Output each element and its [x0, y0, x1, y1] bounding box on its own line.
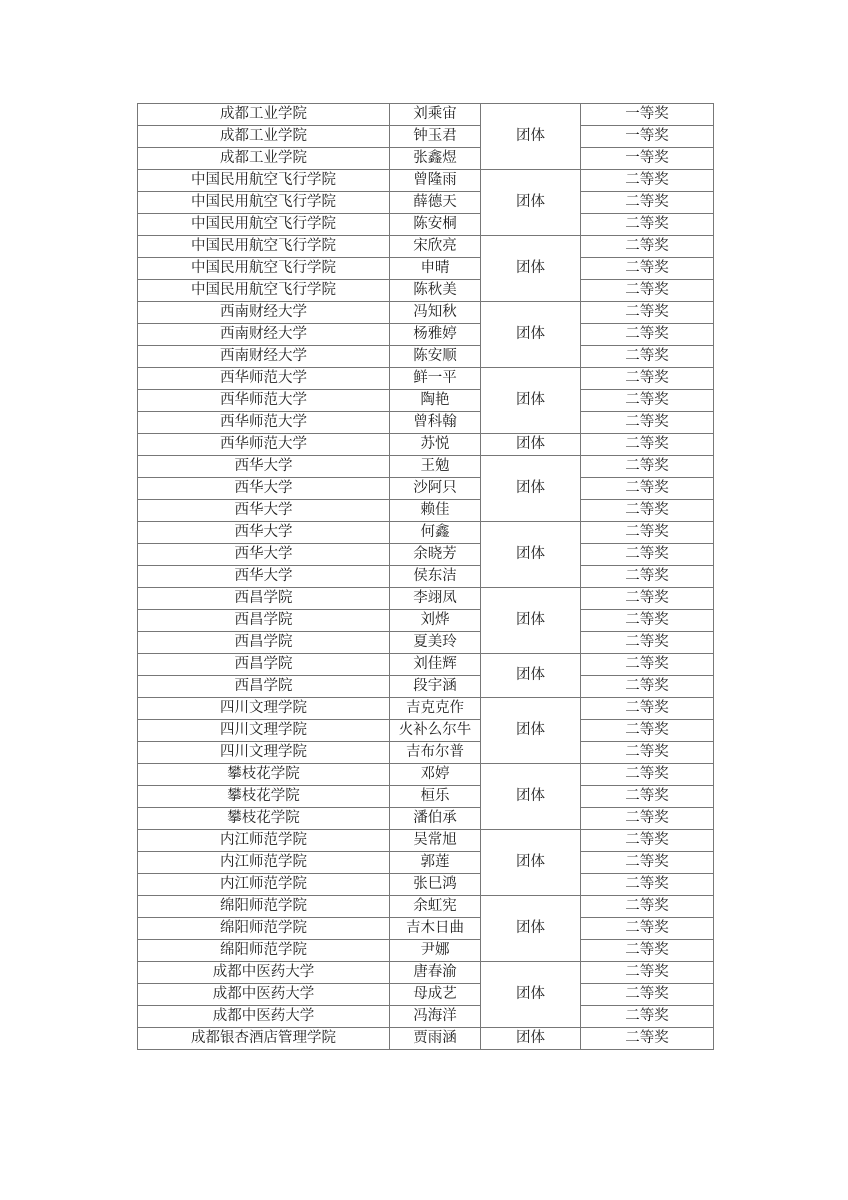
college-cell: 绵阳师范学院 — [138, 940, 390, 962]
award-cell: 二等奖 — [581, 522, 714, 544]
award-cell: 二等奖 — [581, 412, 714, 434]
table-row — [138, 698, 714, 720]
table-row — [138, 478, 714, 500]
table-row — [138, 522, 714, 544]
student-name-cell: 陈秋美 — [390, 280, 481, 302]
table-row — [138, 544, 714, 566]
award-cell: 二等奖 — [581, 676, 714, 698]
award-cell: 二等奖 — [581, 698, 714, 720]
award-cell: 二等奖 — [581, 456, 714, 478]
college-cell: 攀枝花学院 — [138, 786, 390, 808]
table-row — [138, 126, 714, 148]
college-cell: 西昌学院 — [138, 676, 390, 698]
table-row — [138, 654, 714, 676]
college-cell: 西华师范大学 — [138, 434, 390, 456]
student-name-cell: 冯海洋 — [390, 1006, 481, 1028]
student-name-cell: 火补么尔牛 — [390, 720, 481, 742]
student-name-cell: 陈安顺 — [390, 346, 481, 368]
student-name-cell: 吉木日曲 — [390, 918, 481, 940]
student-name-cell: 邓婷 — [390, 764, 481, 786]
college-cell: 西华师范大学 — [138, 412, 390, 434]
college-cell: 内江师范学院 — [138, 874, 390, 896]
group-type-cell: 团体 — [481, 896, 581, 962]
student-name-cell: 唐春渝 — [390, 962, 481, 984]
student-name-cell: 吴常旭 — [390, 830, 481, 852]
table-row — [138, 852, 714, 874]
award-cell: 二等奖 — [581, 654, 714, 676]
college-cell: 中国民用航空飞行学院 — [138, 192, 390, 214]
college-cell: 内江师范学院 — [138, 852, 390, 874]
award-table — [137, 103, 714, 1050]
student-name-cell: 钟玉君 — [390, 126, 481, 148]
college-cell: 西华师范大学 — [138, 368, 390, 390]
student-name-cell: 曾隆雨 — [390, 170, 481, 192]
table-row — [138, 456, 714, 478]
award-cell: 二等奖 — [581, 808, 714, 830]
award-cell: 二等奖 — [581, 236, 714, 258]
award-cell: 二等奖 — [581, 500, 714, 522]
award-cell: 二等奖 — [581, 280, 714, 302]
award-cell: 二等奖 — [581, 610, 714, 632]
college-cell: 攀枝花学院 — [138, 808, 390, 830]
student-name-cell: 段宇涵 — [390, 676, 481, 698]
table-row — [138, 302, 714, 324]
table-row — [138, 192, 714, 214]
college-cell: 成都中医药大学 — [138, 984, 390, 1006]
student-name-cell: 薛德天 — [390, 192, 481, 214]
table-row — [138, 830, 714, 852]
award-cell: 二等奖 — [581, 830, 714, 852]
student-name-cell: 夏美玲 — [390, 632, 481, 654]
table-row — [138, 236, 714, 258]
student-name-cell: 曾科翰 — [390, 412, 481, 434]
group-type-cell: 团体 — [481, 104, 581, 170]
table-row — [138, 742, 714, 764]
group-type-cell: 团体 — [481, 1028, 581, 1050]
student-name-cell: 母成艺 — [390, 984, 481, 1006]
college-cell: 西华大学 — [138, 456, 390, 478]
table-row — [138, 874, 714, 896]
student-name-cell: 陈安桐 — [390, 214, 481, 236]
table-row — [138, 632, 714, 654]
group-type-cell: 团体 — [481, 654, 581, 698]
college-cell: 成都中医药大学 — [138, 962, 390, 984]
table-row — [138, 390, 714, 412]
table-row — [138, 214, 714, 236]
student-name-cell: 沙阿只 — [390, 478, 481, 500]
table-row — [138, 610, 714, 632]
group-type-cell: 团体 — [481, 698, 581, 764]
award-cell: 二等奖 — [581, 258, 714, 280]
college-cell: 西南财经大学 — [138, 302, 390, 324]
award-cell: 二等奖 — [581, 874, 714, 896]
student-name-cell: 桓乐 — [390, 786, 481, 808]
student-name-cell: 潘伯承 — [390, 808, 481, 830]
table-row — [138, 588, 714, 610]
college-cell: 西昌学院 — [138, 632, 390, 654]
award-cell: 二等奖 — [581, 478, 714, 500]
award-cell: 二等奖 — [581, 720, 714, 742]
college-cell: 成都银杏酒店管理学院 — [138, 1028, 390, 1050]
table-row — [138, 280, 714, 302]
table-row — [138, 566, 714, 588]
table-row — [138, 324, 714, 346]
award-cell: 二等奖 — [581, 214, 714, 236]
table-row — [138, 940, 714, 962]
table-row — [138, 368, 714, 390]
table-row — [138, 984, 714, 1006]
table-row — [138, 500, 714, 522]
award-cell: 二等奖 — [581, 764, 714, 786]
student-name-cell: 刘佳辉 — [390, 654, 481, 676]
group-type-cell: 团体 — [481, 830, 581, 896]
group-type-cell: 团体 — [481, 522, 581, 588]
award-cell: 二等奖 — [581, 324, 714, 346]
table-row — [138, 1028, 714, 1050]
student-name-cell: 苏悦 — [390, 434, 481, 456]
student-name-cell: 刘乘宙 — [390, 104, 481, 126]
student-name-cell: 赖佳 — [390, 500, 481, 522]
college-cell: 西华大学 — [138, 478, 390, 500]
student-name-cell: 何鑫 — [390, 522, 481, 544]
award-cell: 二等奖 — [581, 742, 714, 764]
college-cell: 内江师范学院 — [138, 830, 390, 852]
student-name-cell: 张鑫煜 — [390, 148, 481, 170]
student-name-cell: 申晴 — [390, 258, 481, 280]
award-cell: 二等奖 — [581, 632, 714, 654]
college-cell: 绵阳师范学院 — [138, 896, 390, 918]
college-cell: 中国民用航空飞行学院 — [138, 258, 390, 280]
table-row — [138, 896, 714, 918]
college-cell: 成都工业学院 — [138, 126, 390, 148]
award-cell: 二等奖 — [581, 1006, 714, 1028]
group-type-cell: 团体 — [481, 170, 581, 236]
table-row — [138, 148, 714, 170]
college-cell: 西华师范大学 — [138, 390, 390, 412]
award-cell: 二等奖 — [581, 896, 714, 918]
award-cell: 二等奖 — [581, 544, 714, 566]
table-row — [138, 434, 714, 456]
college-cell: 西昌学院 — [138, 654, 390, 676]
award-cell: 一等奖 — [581, 126, 714, 148]
college-cell: 西华大学 — [138, 522, 390, 544]
college-cell: 中国民用航空飞行学院 — [138, 170, 390, 192]
student-name-cell: 郭莲 — [390, 852, 481, 874]
college-cell: 西华大学 — [138, 566, 390, 588]
award-cell: 二等奖 — [581, 918, 714, 940]
student-name-cell: 冯知秋 — [390, 302, 481, 324]
award-cell: 二等奖 — [581, 588, 714, 610]
college-cell: 四川文理学院 — [138, 720, 390, 742]
college-cell: 西华大学 — [138, 500, 390, 522]
student-name-cell: 吉克克作 — [390, 698, 481, 720]
award-cell: 二等奖 — [581, 346, 714, 368]
table-row — [138, 258, 714, 280]
student-name-cell: 侯东洁 — [390, 566, 481, 588]
table-row — [138, 346, 714, 368]
college-cell: 中国民用航空飞行学院 — [138, 214, 390, 236]
award-cell: 二等奖 — [581, 368, 714, 390]
student-name-cell: 王勉 — [390, 456, 481, 478]
group-type-cell: 团体 — [481, 302, 581, 368]
table-row — [138, 962, 714, 984]
college-cell: 成都工业学院 — [138, 104, 390, 126]
student-name-cell: 吉布尔普 — [390, 742, 481, 764]
award-cell: 二等奖 — [581, 984, 714, 1006]
college-cell: 中国民用航空飞行学院 — [138, 280, 390, 302]
student-name-cell: 张巳鸿 — [390, 874, 481, 896]
table-row — [138, 676, 714, 698]
student-name-cell: 陶艳 — [390, 390, 481, 412]
group-type-cell: 团体 — [481, 368, 581, 434]
group-type-cell: 团体 — [481, 962, 581, 1028]
college-cell: 绵阳师范学院 — [138, 918, 390, 940]
student-name-cell: 杨雅婷 — [390, 324, 481, 346]
award-cell: 一等奖 — [581, 148, 714, 170]
group-type-cell: 团体 — [481, 764, 581, 830]
award-cell: 二等奖 — [581, 1028, 714, 1050]
award-cell: 二等奖 — [581, 170, 714, 192]
table-row — [138, 808, 714, 830]
award-cell: 二等奖 — [581, 434, 714, 456]
student-name-cell: 刘烨 — [390, 610, 481, 632]
award-cell: 二等奖 — [581, 940, 714, 962]
award-cell: 二等奖 — [581, 566, 714, 588]
college-cell: 西昌学院 — [138, 610, 390, 632]
student-name-cell: 余虹宪 — [390, 896, 481, 918]
student-name-cell: 李翊凤 — [390, 588, 481, 610]
student-name-cell: 鲜一平 — [390, 368, 481, 390]
award-cell: 二等奖 — [581, 852, 714, 874]
college-cell: 四川文理学院 — [138, 742, 390, 764]
college-cell: 攀枝花学院 — [138, 764, 390, 786]
college-cell: 西南财经大学 — [138, 324, 390, 346]
group-type-cell: 团体 — [481, 456, 581, 522]
group-type-cell: 团体 — [481, 434, 581, 456]
table-row — [138, 786, 714, 808]
college-cell: 西昌学院 — [138, 588, 390, 610]
college-cell: 西南财经大学 — [138, 346, 390, 368]
student-name-cell: 宋欣亮 — [390, 236, 481, 258]
award-cell: 一等奖 — [581, 104, 714, 126]
award-cell: 二等奖 — [581, 390, 714, 412]
award-cell: 二等奖 — [581, 192, 714, 214]
table-row — [138, 170, 714, 192]
award-cell: 二等奖 — [581, 786, 714, 808]
table-row — [138, 764, 714, 786]
award-table-body — [138, 104, 714, 1050]
student-name-cell: 尹娜 — [390, 940, 481, 962]
college-cell: 中国民用航空飞行学院 — [138, 236, 390, 258]
award-cell: 二等奖 — [581, 962, 714, 984]
table-row — [138, 412, 714, 434]
college-cell: 西华大学 — [138, 544, 390, 566]
table-row — [138, 720, 714, 742]
college-cell: 成都中医药大学 — [138, 1006, 390, 1028]
group-type-cell: 团体 — [481, 588, 581, 654]
award-cell: 二等奖 — [581, 302, 714, 324]
college-cell: 成都工业学院 — [138, 148, 390, 170]
group-type-cell: 团体 — [481, 236, 581, 302]
table-row — [138, 104, 714, 126]
student-name-cell: 贾雨涵 — [390, 1028, 481, 1050]
student-name-cell: 余晓芳 — [390, 544, 481, 566]
college-cell: 四川文理学院 — [138, 698, 390, 720]
table-row — [138, 918, 714, 940]
table-row — [138, 1006, 714, 1028]
